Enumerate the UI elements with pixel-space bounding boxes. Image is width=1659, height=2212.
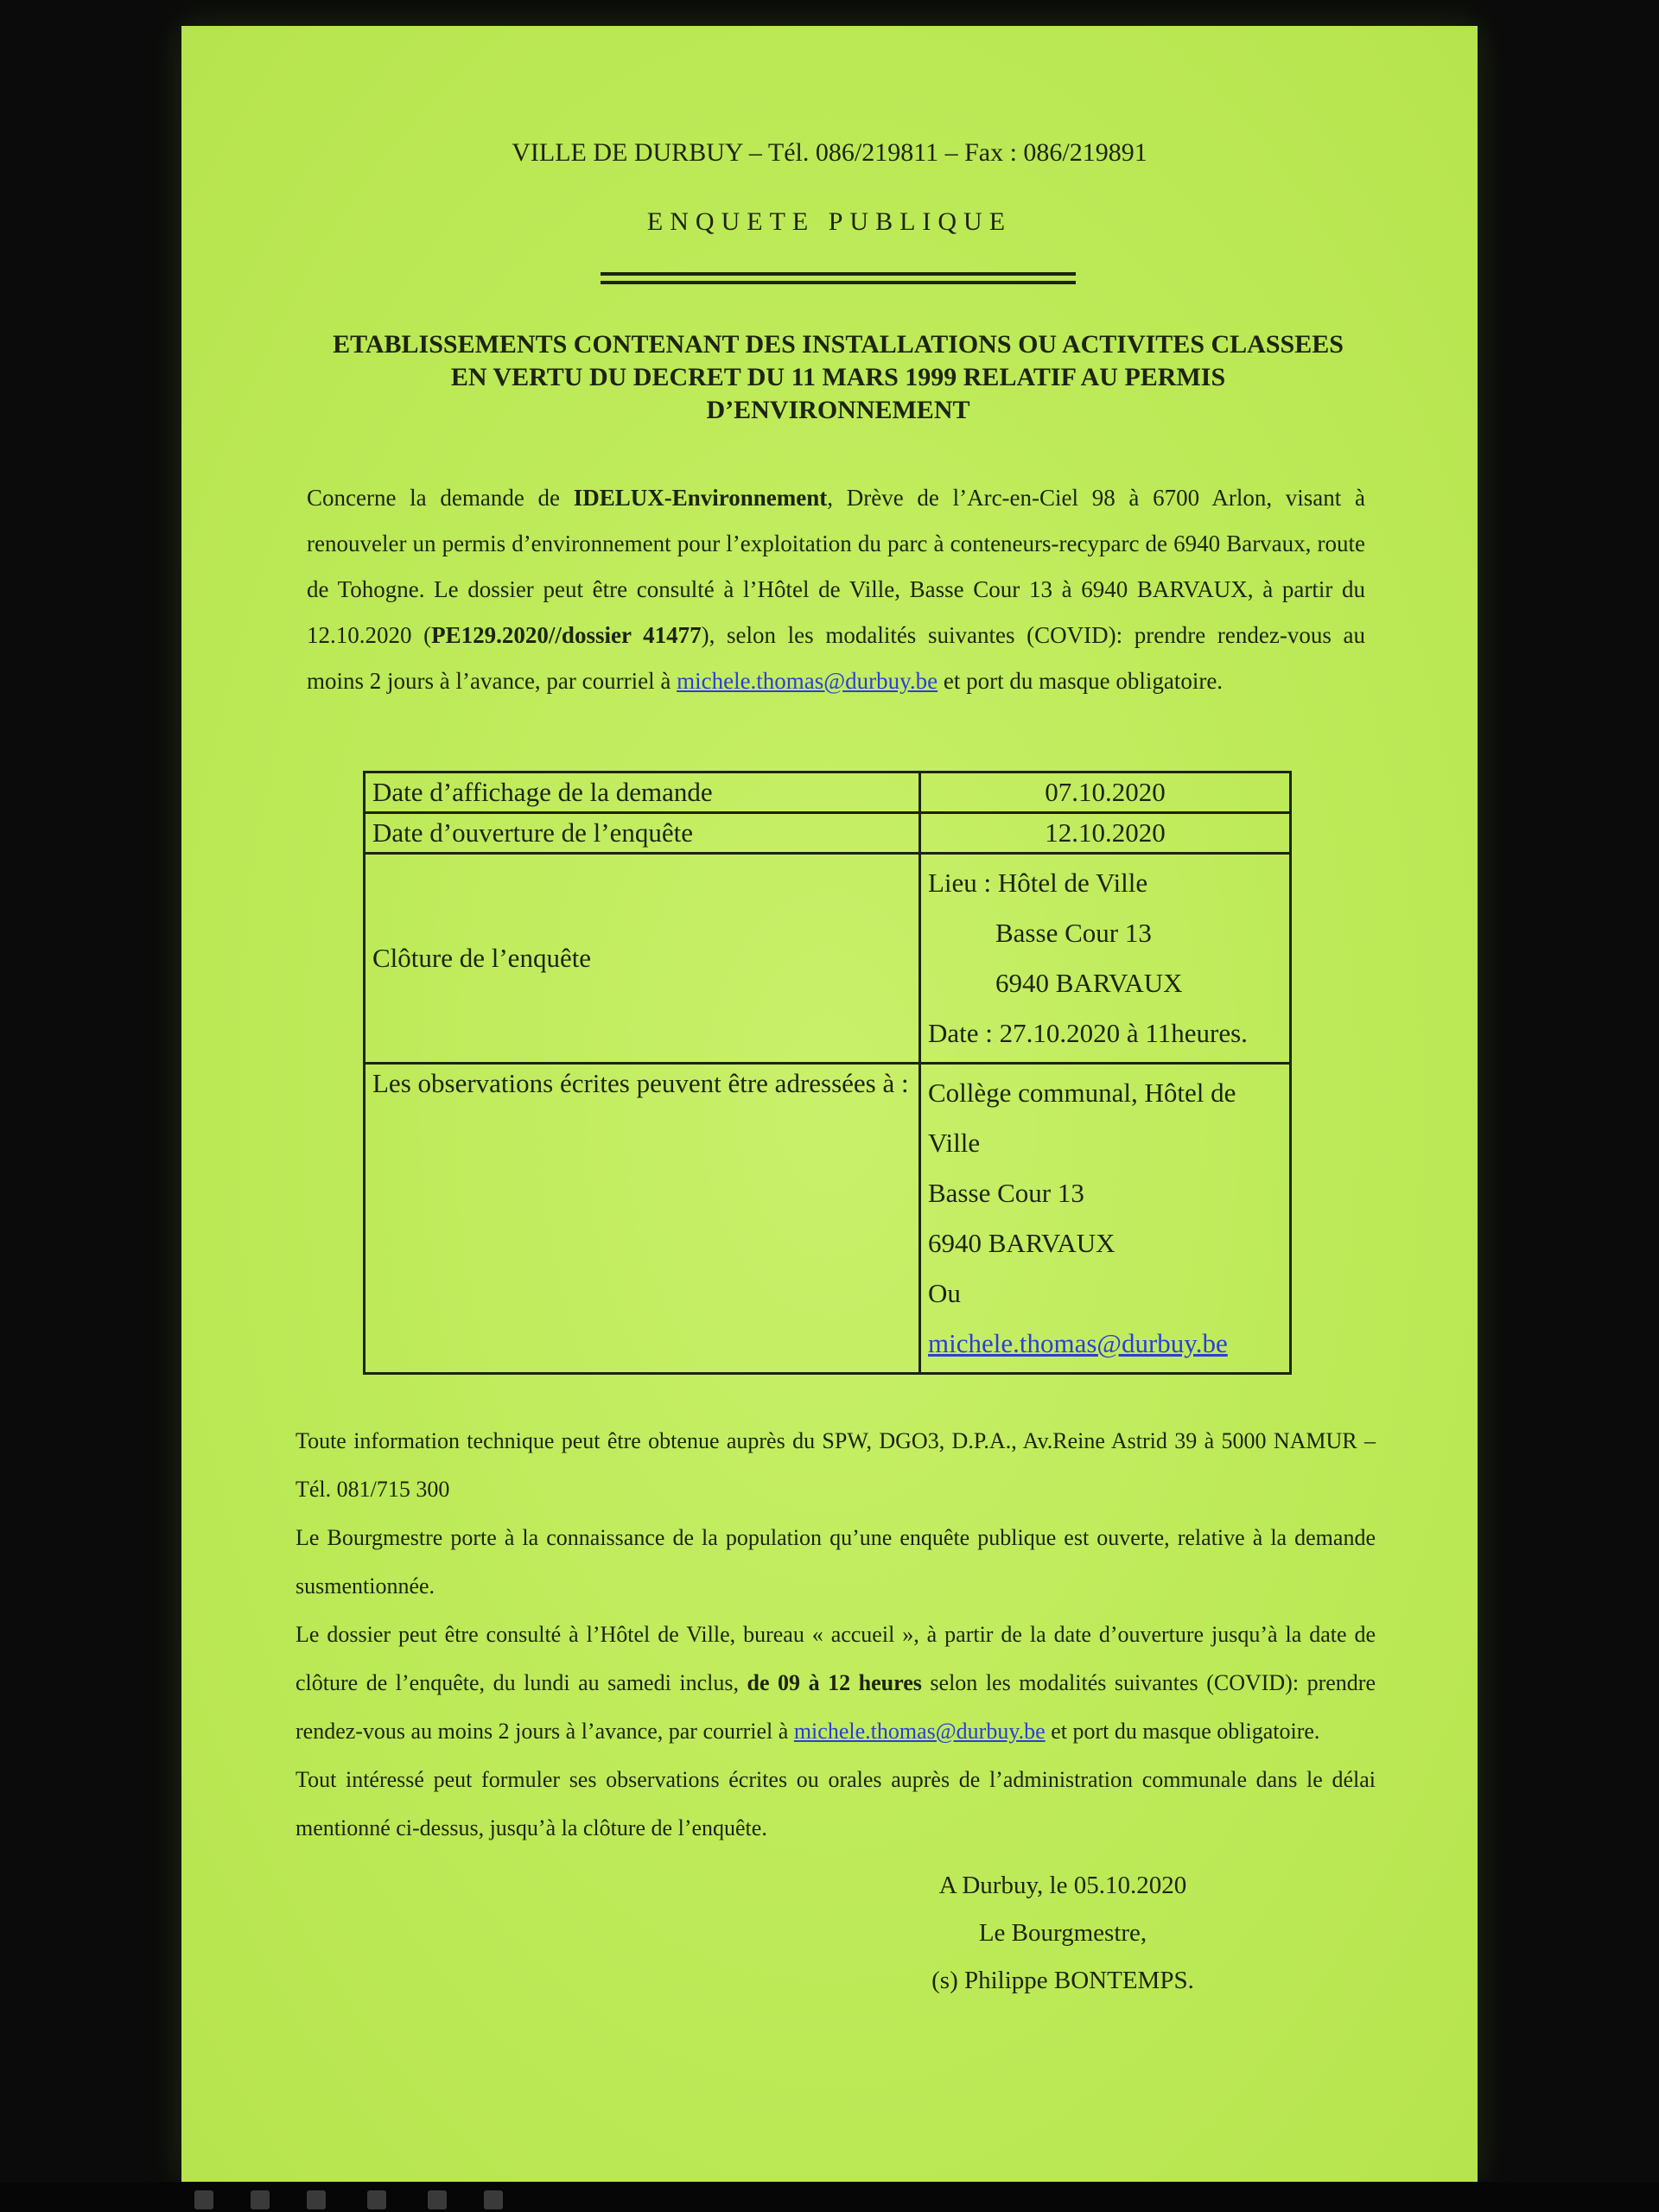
title-divider <box>601 272 1076 284</box>
inquiry-info-table <box>363 771 1292 1375</box>
address-line: Ou <box>928 1278 961 1308</box>
observations-address <box>920 1064 1291 1374</box>
email-link[interactable]: michele.thomas@durbuy.be <box>677 668 938 694</box>
row-value: 12.10.2020 <box>920 813 1291 854</box>
page-title: ENQUETE PUBLIQUE <box>646 207 1013 236</box>
row-label: Clôture de l’enquête <box>365 854 920 1064</box>
closure-date: Date : 27.10.2020 à 11heures. <box>928 1018 1248 1048</box>
intro-paragraph <box>307 475 1365 704</box>
dossier-reference: PE129.2020//dossier 41477 <box>431 622 702 648</box>
consultation-info <box>296 1611 1376 1756</box>
notes-text: Le dossier peut être consulté à l’Hôtel de Ville, bureau « accueil », à partir de la date d’ouverture jusqu’à la date de clôture de l’enquête, du lundi au samedi inclus, <box>296 1622 1376 1695</box>
browser-icon[interactable] <box>367 2190 386 2209</box>
signatory-role: Le Bourgmestre, <box>978 1919 1147 1947</box>
address-line: Basse Cour 13 <box>995 918 1152 948</box>
table-row <box>365 854 1291 1064</box>
notes-text: et port du masque obligatoire. <box>1045 1719 1320 1744</box>
opening-hours: de 09 à 12 heures <box>747 1670 922 1695</box>
address-line: Collège communal, Hôtel de Ville <box>928 1077 1236 1158</box>
subject-line-2: EN VERTU DU DECRET DU 11 MARS 1999 RELATIF AU PERMIS <box>450 363 1226 391</box>
notes-text: selon les modalités suivantes (COVID): prendre rendez-vous au moins 2 jours à l’avance, par courriel à <box>296 1670 1376 1744</box>
address-line: Basse Cour 13 <box>928 1178 1084 1208</box>
municipality-header: VILLE DE DURBUY – Tél. 086/219811 – Fax : 086/219891 <box>512 138 1147 167</box>
observations-info: Tout intéressé peut formuler ses observations écrites ou orales auprès de l’administration communale dans le délai mentionné ci-dessus, jusqu’à la clôture de l’enquête. <box>296 1767 1376 1840</box>
announcement: Le Bourgmestre porte à la connaissance de la population qu’une enquête publique est ouverte, relative à la demande susmentionnée. <box>296 1525 1376 1599</box>
place-date: A Durbuy, le 05.10.2020 <box>938 1872 1187 1899</box>
intro-text: Concerne la demande de <box>307 485 574 511</box>
task-view-icon[interactable] <box>307 2190 326 2209</box>
display-screen <box>181 26 1478 2182</box>
closure-address <box>920 854 1291 1064</box>
intro-text: , Drève de l’Arc-en-Ciel 98 à 6700 Arlon, visant à renouveler un permis d’environnement pour l’exploitation du parc à conteneurs-recyparc de 6940 Barvaux, route de Tohogne. Le dossier peut être consulté à l’Hôtel de Ville, Basse Cour 13 à 6940 BARVAUX, à partir du 12.10.2020 ( <box>307 485 1365 648</box>
row-label: Les observations écrites peuvent être adressées à : <box>365 1064 920 1374</box>
company-name: IDELUX-Environnement <box>573 485 828 511</box>
table-row <box>365 813 1291 854</box>
address-line: 6940 BARVAUX <box>928 1228 1116 1258</box>
email-link[interactable]: michele.thomas@durbuy.be <box>793 1719 1046 1744</box>
table-row <box>365 1064 1291 1374</box>
windows-start-icon[interactable] <box>194 2190 213 2209</box>
table-row <box>365 772 1291 813</box>
address-line: 6940 BARVAUX <box>995 968 1183 998</box>
row-value: 07.10.2020 <box>920 772 1291 813</box>
subject-heading <box>294 328 1382 427</box>
row-label: Date d’ouverture de l’enquête <box>365 813 920 854</box>
row-label: Date d’affichage de la demande <box>365 772 920 813</box>
notes-section <box>296 1417 1376 1853</box>
search-icon[interactable] <box>251 2190 270 2209</box>
subject-line-1: ETABLISSEMENTS CONTENANT DES INSTALLATIONS OU ACTIVITES CLASSEES <box>333 330 1344 359</box>
taskbar <box>0 2182 1659 2212</box>
technical-info: Toute information technique peut être obtenue auprès du SPW, DGO3, D.P.A., Av.Reine Astrid 39 à 5000 NAMUR – Tél. 081/715 300 <box>296 1428 1376 1502</box>
signature-block <box>907 1862 1218 2005</box>
intro-text: ), selon les modalités suivantes (COVID): prendre rendez-vous au moins 2 jours à l’avance, par courriel à <box>307 622 1365 694</box>
intro-text: et port du masque obligatoire. <box>938 668 1224 694</box>
app-icon[interactable] <box>484 2190 503 2209</box>
signatory-name: (s) Philippe BONTEMPS. <box>931 1967 1194 1994</box>
email-link[interactable]: michele.thomas@durbuy.be <box>928 1328 1228 1358</box>
file-explorer-icon[interactable] <box>428 2190 447 2209</box>
subject-line-3: D’ENVIRONNEMENT <box>706 396 970 424</box>
address-line: Lieu : Hôtel de Ville <box>928 868 1148 898</box>
